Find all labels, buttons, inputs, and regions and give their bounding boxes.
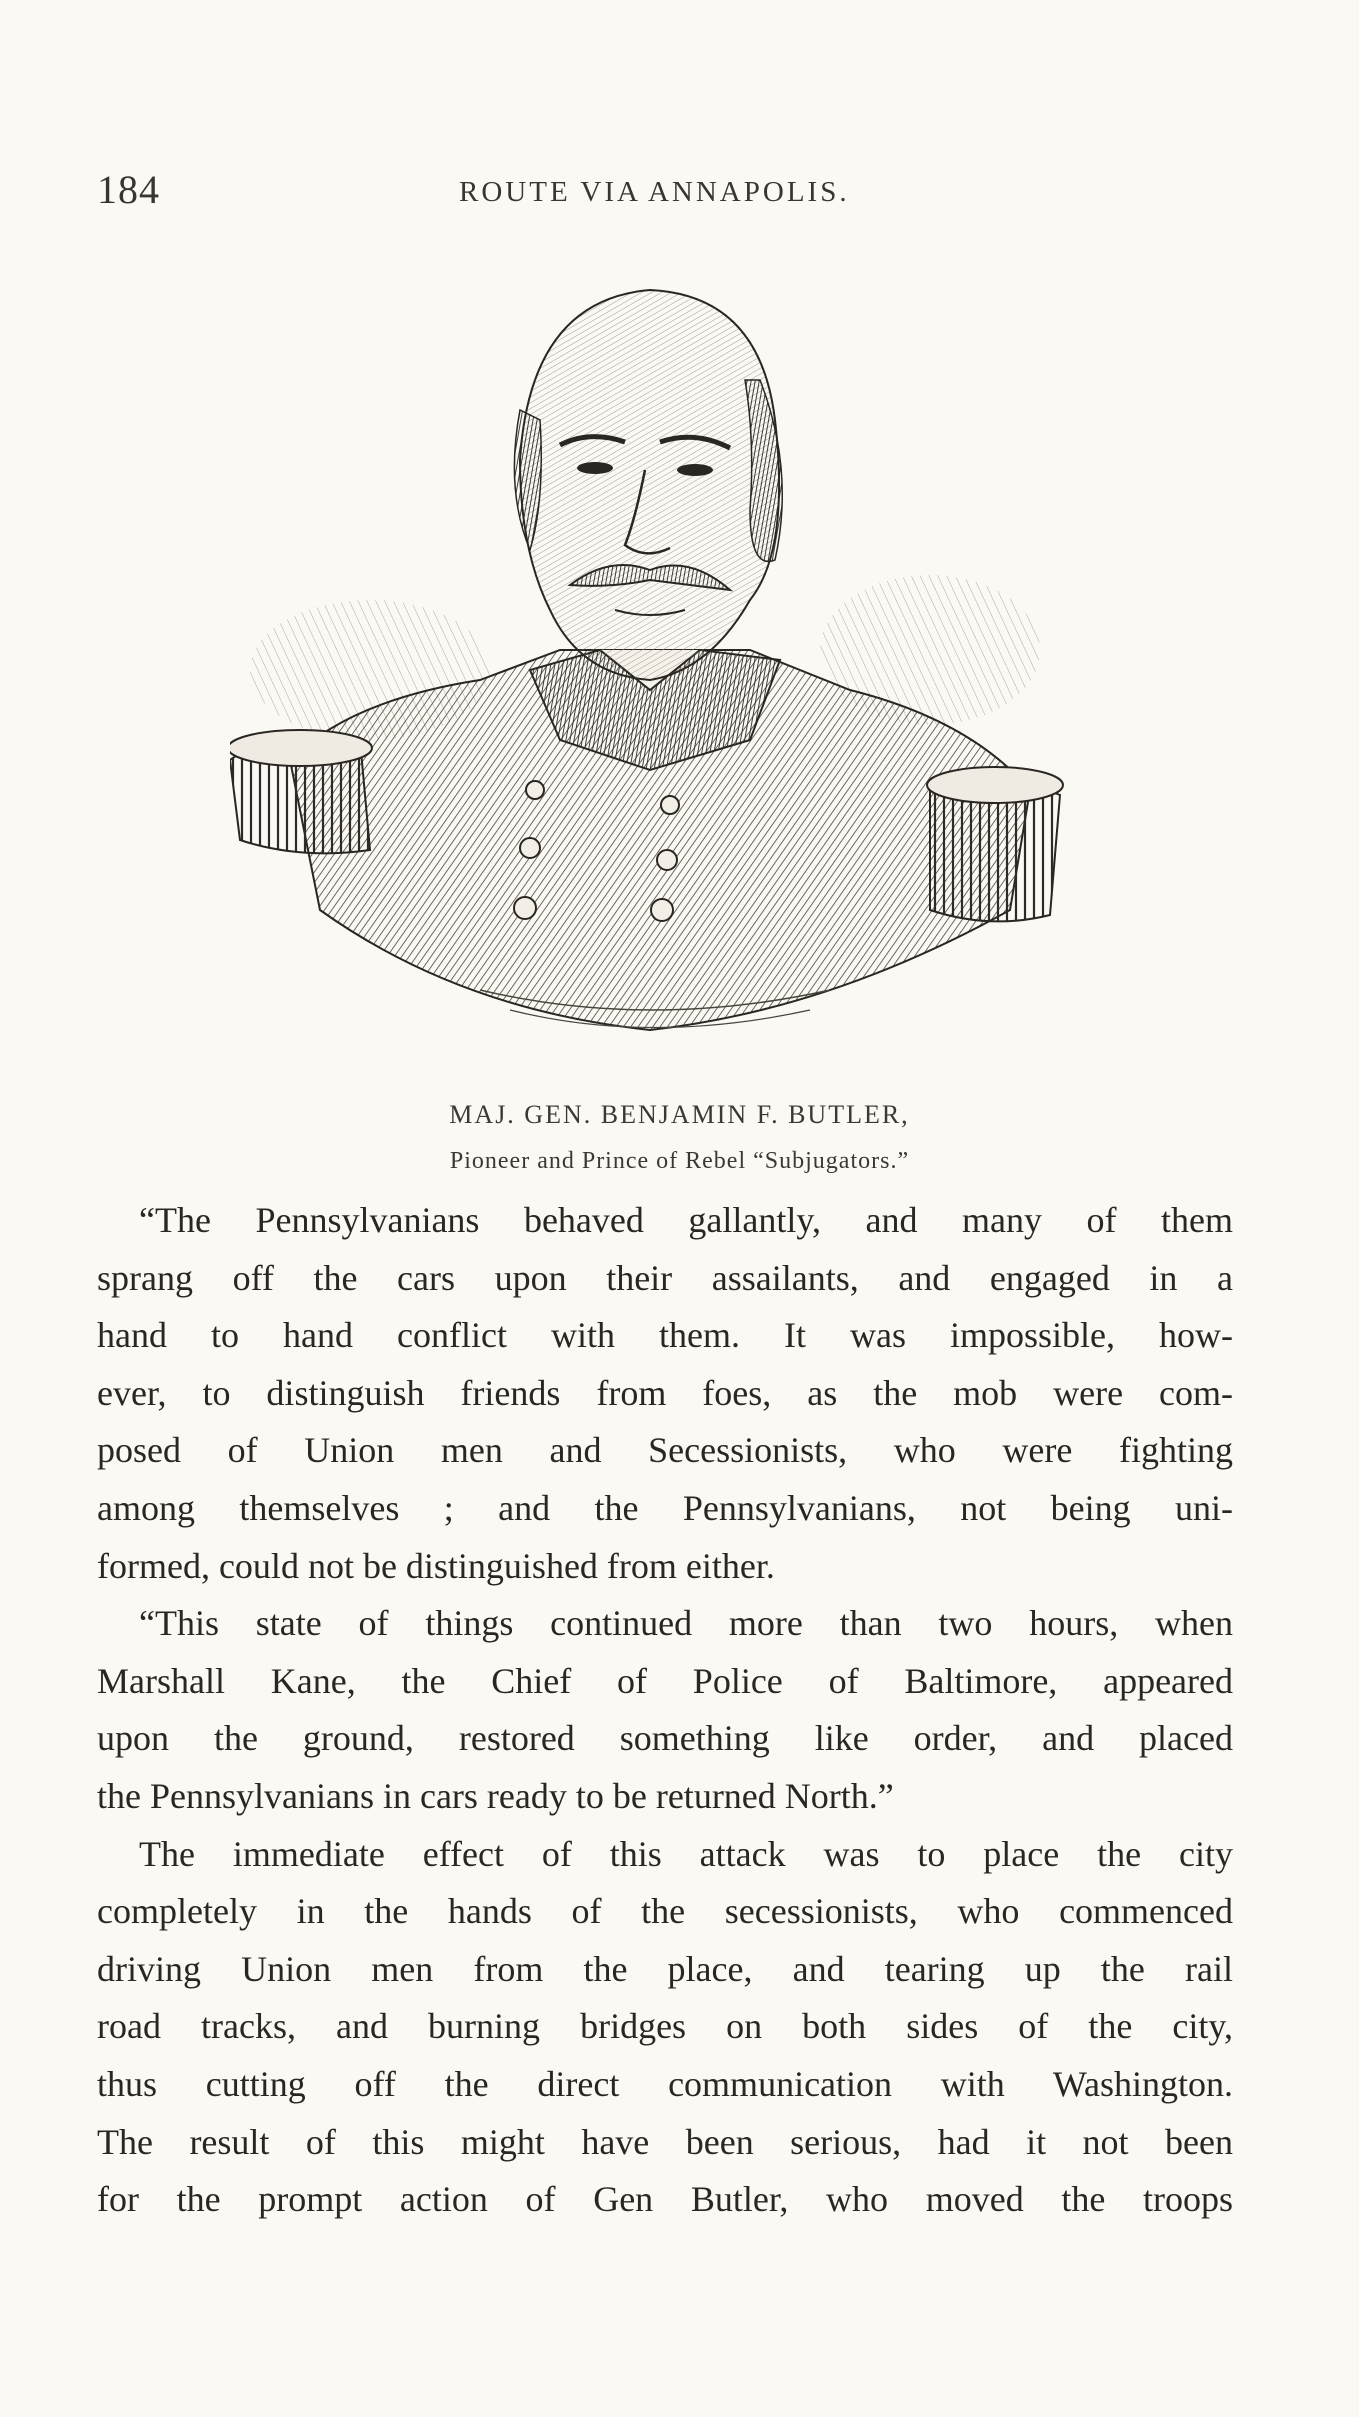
text-line: Marshall Kane, the Chief of Police of Baltimore, appeared <box>97 1660 1233 1701</box>
text-line: The immediate effect of this attack was to place the city <box>139 1833 1233 1874</box>
running-title: ROUTE VIA ANNAPOLIS. <box>459 176 850 208</box>
text-line: the Pennsylvanians in cars ready to be returned North.” <box>97 1775 894 1816</box>
engraved-portrait-icon <box>230 270 1090 1070</box>
text-line: road tracks, and burning bridges on both sides of the city, <box>97 2006 1233 2047</box>
text-line: for the prompt action of Gen Butler, who moved the troops <box>97 2179 1233 2220</box>
page-number: 184 <box>97 167 160 212</box>
portrait-caption-name: MAJ. GEN. BENJAMIN F. BUTLER, <box>449 1100 910 1129</box>
text-line: completely in the hands of the secessionists, who commenced <box>97 1891 1233 1932</box>
body-text <box>97 1192 1233 2229</box>
text-line: “The Pennsylvanians behaved gallantly, and many of them <box>139 1200 1233 1240</box>
text-line: sprang off the cars upon their assailants, and engaged in a <box>97 1257 1233 1298</box>
text-line: driving Union men from the place, and tearing up the rail <box>97 1948 1233 1989</box>
text-line: “This state of things continued more than two hours, when <box>139 1603 1233 1644</box>
portrait-caption-subtitle: Pioneer and Prince of Rebel “Subjugators.” <box>449 1148 910 1174</box>
text-line: hand to hand conflict with them. It was impossible, how- <box>97 1315 1233 1356</box>
text-line: thus cutting off the direct communication with Washington. <box>97 2063 1233 2104</box>
text-line: ever, to distinguish friends from foes, as the mob were com- <box>97 1372 1233 1413</box>
text-line: upon the ground, restored something like order, and placed <box>97 1718 1233 1759</box>
text-line: among themselves ; and the Pennsylvanians, not being uni- <box>97 1487 1233 1528</box>
text-line: posed of Union men and Secessionists, who were fighting <box>97 1430 1233 1471</box>
text-line: The result of this might have been serious, had it not been <box>97 2121 1233 2162</box>
text-line: formed, could not be distinguished from either. <box>97 1545 775 1586</box>
